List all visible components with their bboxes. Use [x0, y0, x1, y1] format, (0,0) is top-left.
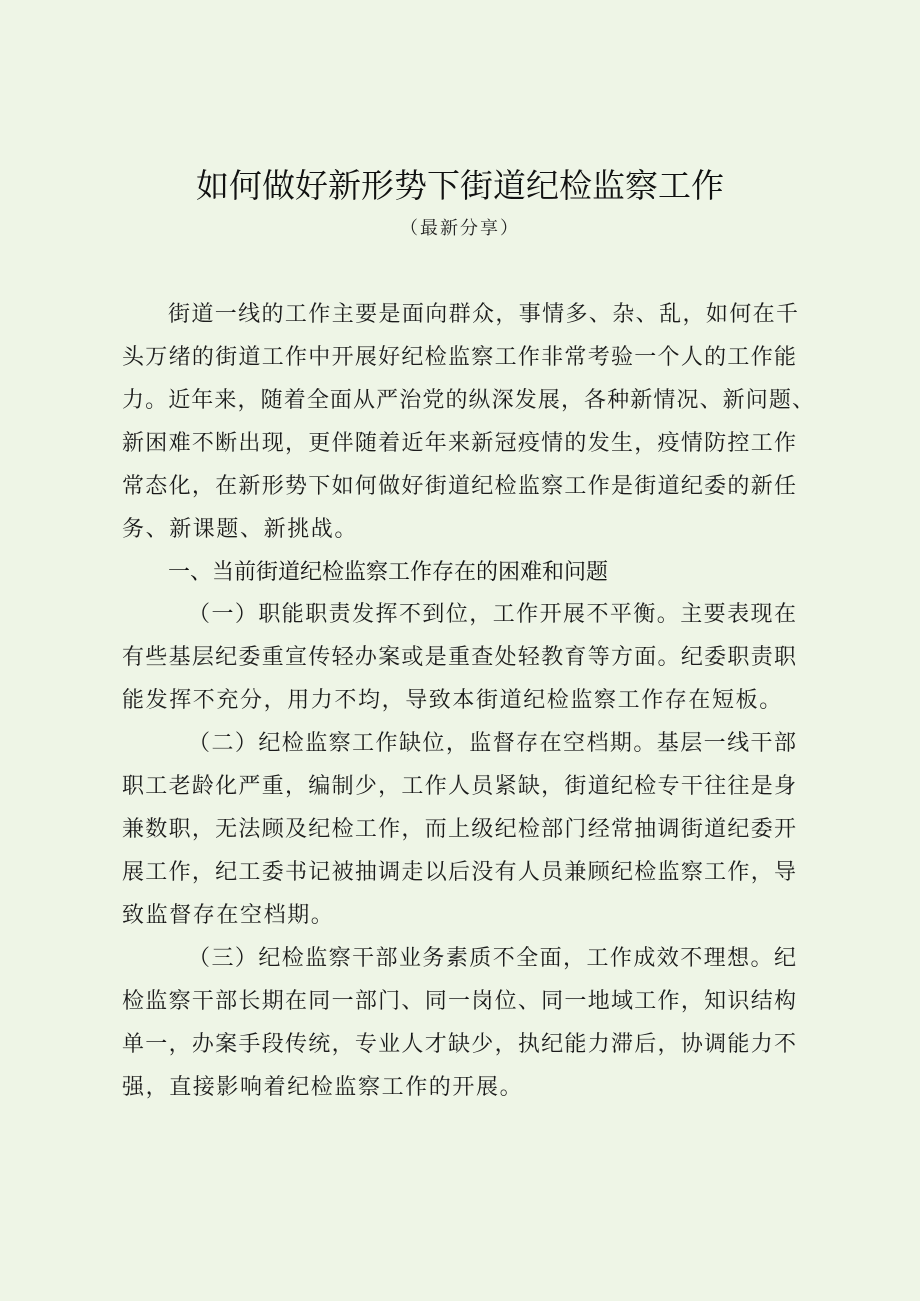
- paragraph-line: 务、新课题、新挑战。: [122, 517, 359, 542]
- paragraph-line: （二）纪检监察工作缺位，监督存在空档期。基层一线干部: [188, 731, 796, 756]
- paragraph-line: 职工老龄化严重，编制少，工作人员紧缺，街道纪检专干往往是身: [122, 774, 796, 799]
- paragraph-line: 常态化，在新形势下如何做好街道纪检监察工作是街道纪委的新任: [122, 474, 796, 499]
- paragraph-line: 致监督存在空档期。: [122, 903, 335, 928]
- paragraph-line: 街道一线的工作主要是面向群众，事情多、杂、乱，如何在千: [168, 302, 798, 327]
- paragraph-line: 头万绪的街道工作中开展好纪检监察工作非常考验一个人的工作能: [122, 345, 796, 370]
- document-title: 如何做好新形势下街道纪检监察工作: [196, 166, 724, 205]
- section-heading: 一、当前街道纪检监察工作存在的困难和问题: [168, 560, 609, 585]
- paragraph-line: （三）纪检监察干部业务素质不全面，工作成效不理想。纪: [188, 946, 796, 971]
- paragraph-line: 新困难不断出现，更伴随着近年来新冠疫情的发生，疫情防控工作: [122, 431, 796, 456]
- paragraph-line: 力。近年来，随着全面从严治党的纵深发展，各种新情况、新问题、: [122, 388, 814, 413]
- paragraph-line: 检监察干部长期在同一部门、同一岗位、同一地域工作，知识结构: [122, 989, 796, 1014]
- document-subtitle: （最新分享）: [400, 218, 520, 239]
- paragraph-line: 强，直接影响着纪检监察工作的开展。: [122, 1075, 524, 1100]
- paragraph-line: 兼数职，无法顾及纪检工作，而上级纪检部门经常抽调街道纪委开: [122, 817, 796, 842]
- paragraph-line: 有些基层纪委重宣传轻办案或是重查处轻教育等方面。纪委职责职: [122, 645, 796, 670]
- paragraph-line: 能发挥不充分，用力不均，导致本街道纪检监察工作存在短板。: [122, 688, 783, 713]
- paragraph-line: 展工作，纪工委书记被抽调走以后没有人员兼顾纪检监察工作，导: [122, 860, 796, 885]
- paragraph-line: （一）职能职责发挥不到位，工作开展不平衡。主要表现在: [188, 602, 796, 627]
- paragraph-line: 单一，办案手段传统，专业人才缺少，执纪能力滞后，协调能力不: [122, 1032, 796, 1057]
